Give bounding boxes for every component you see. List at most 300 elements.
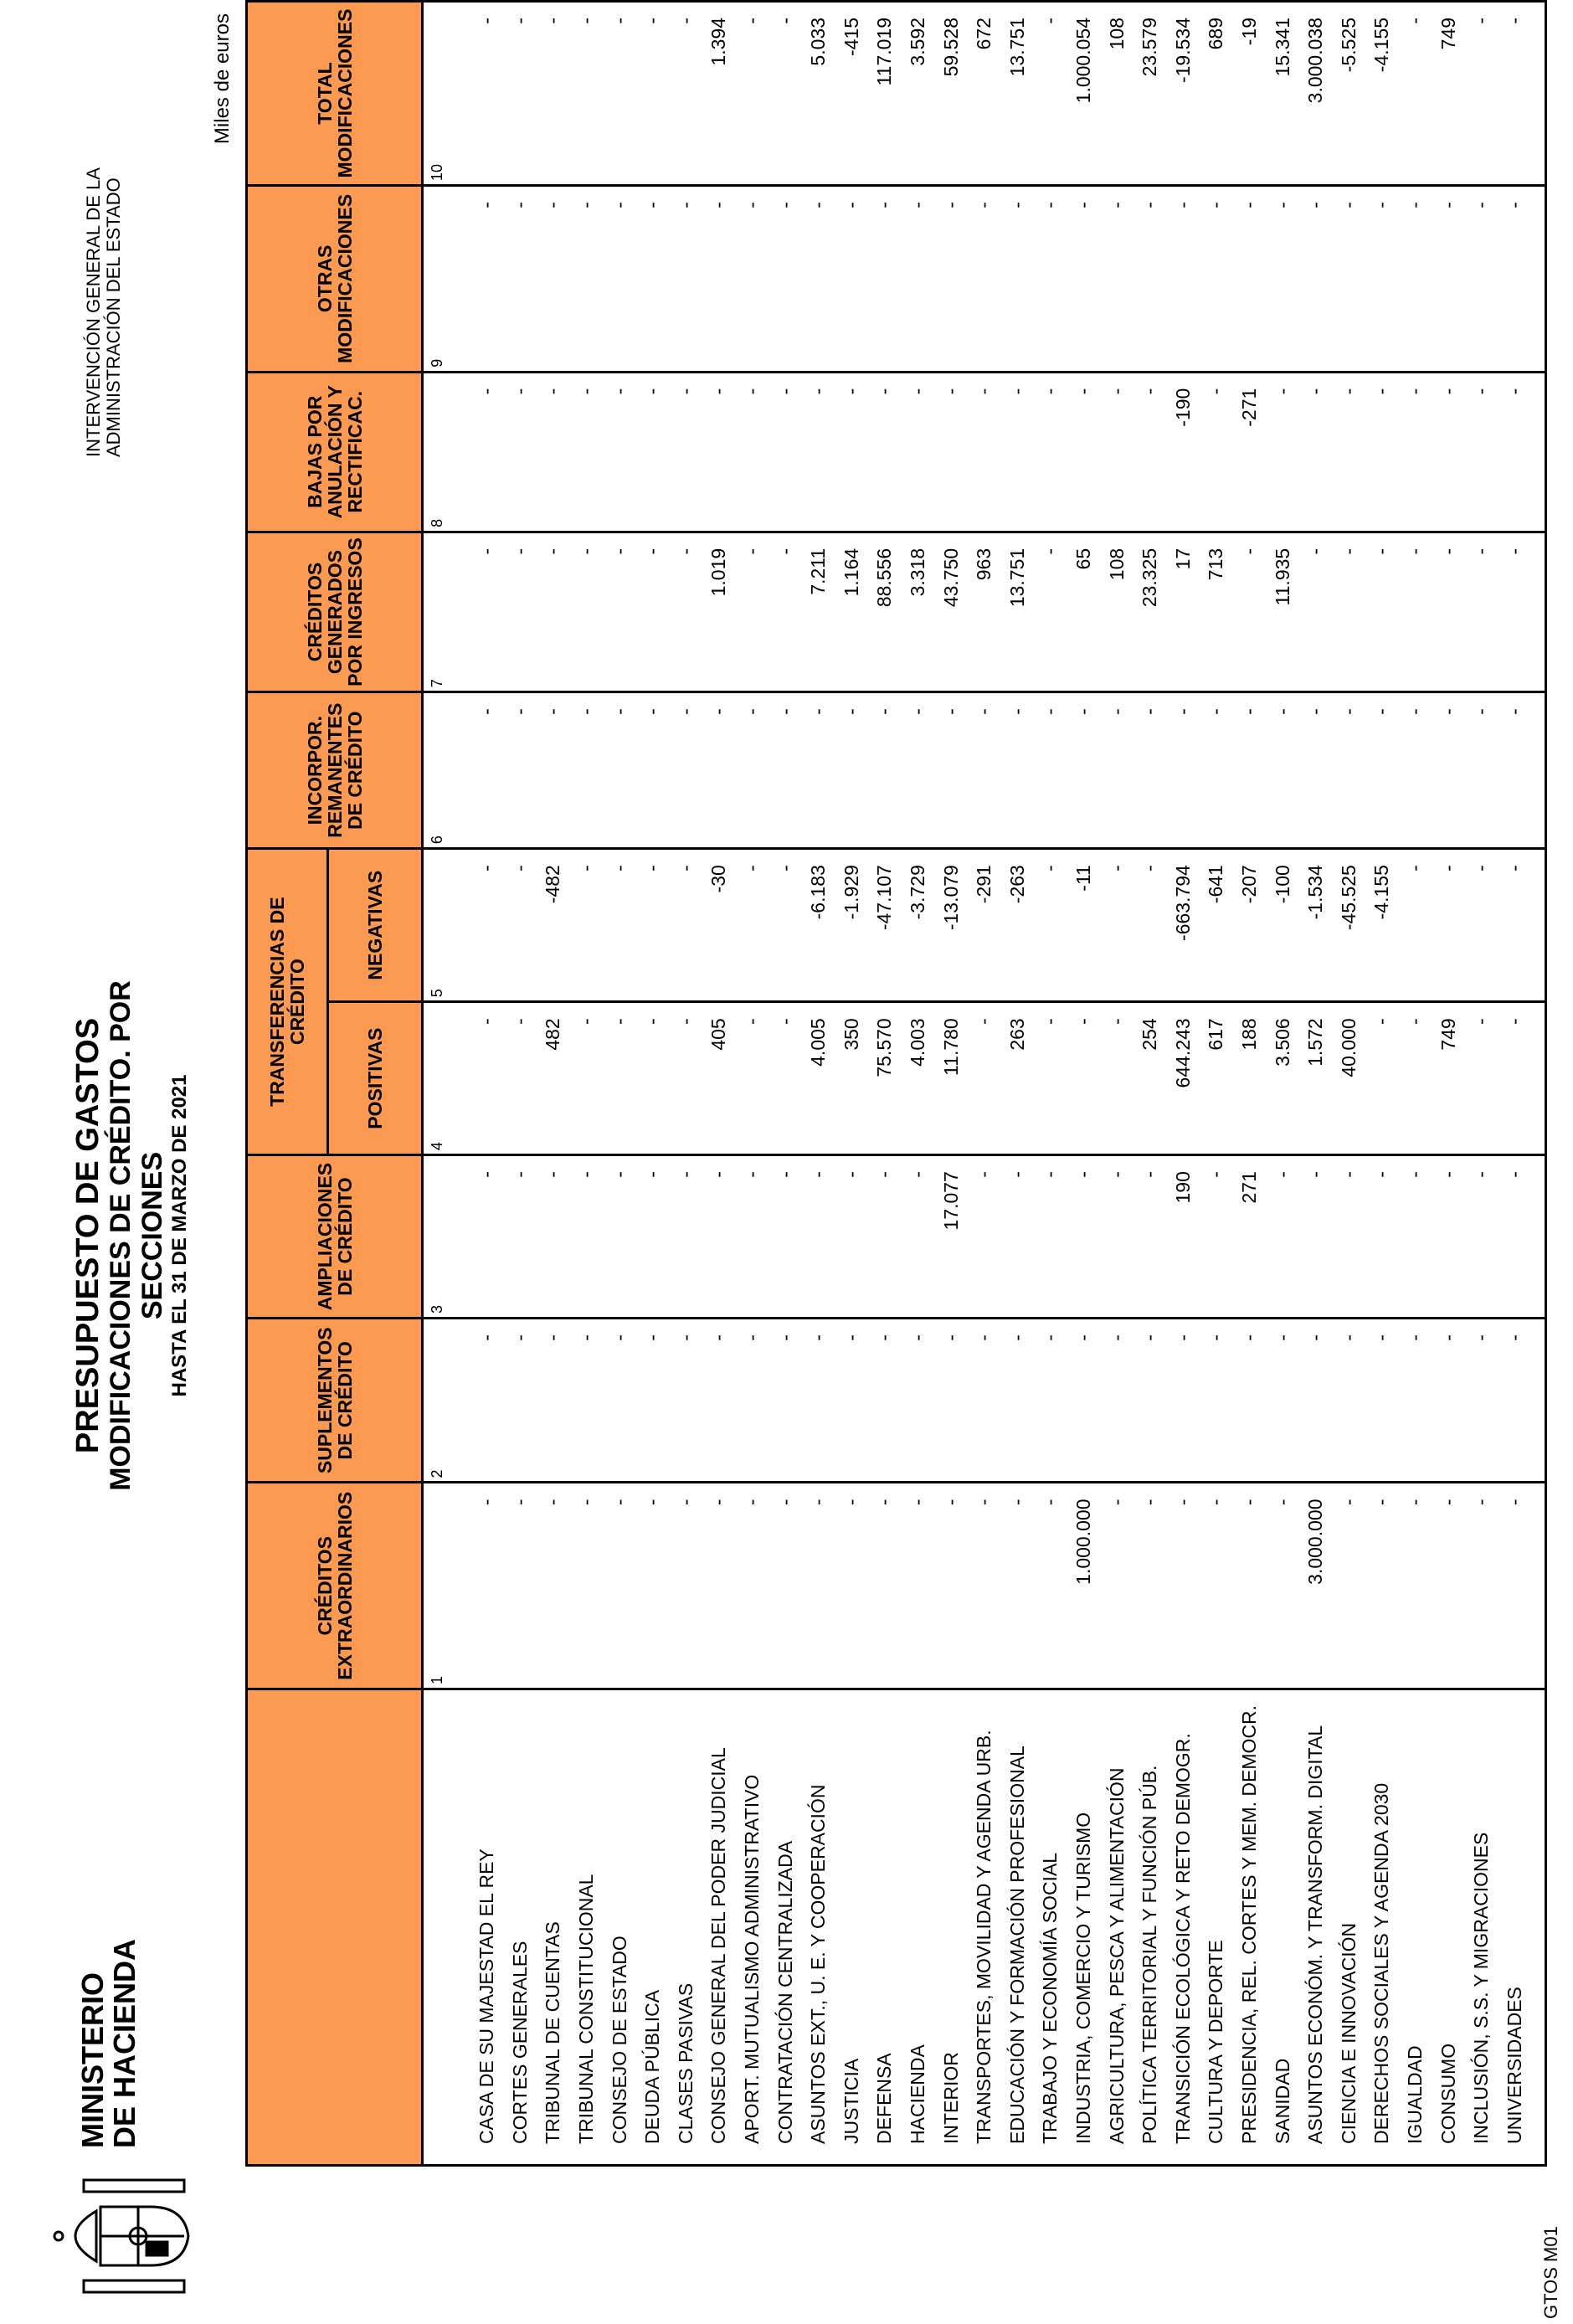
value-cell-col-5: -3.729 [902,849,935,1002]
value-cell-col-1: - [670,1483,703,1689]
value-cell-col-7: - [570,532,604,692]
value-cell-col-5: -11 [1067,849,1101,1002]
section-name: CONSEJO GENERAL DEL PODER JUDICIAL [702,1689,736,2166]
table-row [1034,2,1067,2166]
table-row [470,2,504,2166]
section-name: APORT. MUTUALISMO ADMINISTRATIVO [736,1689,769,2166]
section-name: INCLUSIÓN, S.S. Y MIGRACIONES [1465,1689,1498,2166]
value-cell-col-9: - [868,186,902,373]
value-cell-col-1: - [1332,1483,1365,1689]
value-cell-col-2: - [1498,1319,1531,1483]
value-cell-col-8: - [1200,372,1233,532]
value-cell-col-10: - [504,2,537,186]
value-cell-col-9: - [769,186,802,373]
value-cell-col-5: -663.794 [1166,849,1200,1002]
value-cell-col-6: - [934,692,968,849]
value-cell-col-7: - [769,532,802,692]
value-cell-col-2: - [636,1319,670,1483]
value-cell-col-3: - [868,1155,902,1319]
value-cell-col-4: 188 [1233,1002,1267,1155]
value-cell-col-5: - [1100,849,1133,1002]
header-bajas: BAJAS POR ANULACIÓN Y RECTIFICAC. [247,372,423,532]
value-cell-col-6: - [1365,692,1399,849]
value-cell-col-6: - [570,692,604,849]
value-cell-col-4: 254 [1133,1002,1167,1155]
value-cell-col-4: - [603,1002,636,1155]
value-cell-col-10: - [1498,2,1531,186]
table-row [670,2,703,2166]
value-cell-col-5: -291 [968,849,1001,1002]
column-number: 9 [423,186,471,373]
value-cell-col-1: - [537,1483,570,1689]
spacer-cell [1531,692,1546,849]
value-cell-col-10: - [670,2,703,186]
value-cell-col-3: - [1299,1155,1333,1319]
value-cell-col-10: - [603,2,636,186]
value-cell-col-5: -482 [537,849,570,1002]
value-cell-col-3: - [736,1155,769,1319]
value-cell-col-1: - [1365,1483,1399,1689]
section-name: CONSUMO [1432,1689,1465,2166]
spacer-cell [1531,1155,1546,1319]
value-cell-col-7: 17 [1166,532,1200,692]
value-cell-col-5: -13.079 [934,849,968,1002]
value-cell-col-6: - [1233,692,1267,849]
value-cell-col-7: - [1299,532,1333,692]
value-cell-col-2: - [868,1319,902,1483]
header-otras: OTRAS MODIFICACIONES [247,186,423,373]
value-cell-col-3: - [702,1155,736,1319]
value-cell-col-9: - [470,186,504,373]
table-row [802,2,835,2166]
value-cell-col-10: 5.033 [802,2,835,186]
value-cell-col-2: - [1200,1319,1233,1483]
value-cell-col-9: - [1133,186,1167,373]
report-period: HASTA EL 31 DE MARZO DE 2021 [168,1074,191,1397]
value-cell-col-10: 15.341 [1266,2,1299,186]
section-name: TRIBUNAL CONSTITUCIONAL [570,1689,604,2166]
value-cell-col-7: 65 [1067,532,1101,692]
section-name: DEFENSA [868,1689,902,2166]
value-cell-col-6: - [868,692,902,849]
section-name: JUSTICIA [835,1689,869,2166]
value-cell-col-3: - [769,1155,802,1319]
value-cell-col-4: - [1067,1002,1101,1155]
table-body [423,2,1546,2166]
value-cell-col-7: 23.325 [1133,532,1167,692]
header-ampliaciones: AMPLIACIONES DE CRÉDITO [247,1155,423,1319]
table-row [1067,2,1101,2166]
value-cell-col-3: - [537,1155,570,1319]
value-cell-col-7: - [1034,532,1067,692]
value-cell-col-10: 59.528 [934,2,968,186]
table-row [1100,2,1133,2166]
section-name: CULTURA Y DEPORTE [1200,1689,1233,2166]
coat-of-arms-logo [50,2173,193,2299]
value-cell-col-7: 713 [1200,532,1233,692]
value-cell-col-6: - [470,692,504,849]
table-row [570,2,604,2166]
section-name: SANIDAD [1266,1689,1299,2166]
value-cell-col-1: - [1100,1483,1133,1689]
value-cell-col-10: 3.000.038 [1299,2,1333,186]
value-cell-col-2: - [736,1319,769,1483]
header-incorporaciones: INCORPOR. REMANENTES DE CRÉDITO [247,692,423,849]
value-cell-col-2: - [537,1319,570,1483]
value-cell-col-10: -5.525 [1332,2,1365,186]
value-cell-col-9: - [1498,186,1531,373]
value-cell-col-6: - [769,692,802,849]
value-cell-col-3: - [1100,1155,1133,1319]
value-cell-col-7: - [736,532,769,692]
report-title: PRESUPUESTO DE GASTOS [70,1017,105,1454]
value-cell-col-4: 482 [537,1002,570,1155]
column-number: 10 [423,2,471,186]
table-row [1266,2,1299,2166]
value-cell-col-4: - [1365,1002,1399,1155]
value-cell-col-2: - [1067,1319,1101,1483]
value-cell-col-9: - [504,186,537,373]
value-cell-col-9: - [1299,186,1333,373]
value-cell-col-7: 7.211 [802,532,835,692]
table-row [902,2,935,2166]
value-cell-col-7: 43.750 [934,532,968,692]
value-cell-col-6: - [802,692,835,849]
value-cell-col-4: - [1399,1002,1432,1155]
ministry-line-1: MINISTERIO [75,1972,110,2148]
value-cell-col-2: - [1166,1319,1200,1483]
table-row [1299,2,1333,2166]
header-creditos-extraordinarios: CRÉDITOS EXTRAORDINARIOS [247,1483,423,1689]
value-cell-col-5: - [504,849,537,1002]
value-cell-col-4: 40.000 [1332,1002,1365,1155]
value-cell-col-8: - [968,372,1001,532]
value-cell-col-9: - [968,186,1001,373]
value-cell-col-9: - [1067,186,1101,373]
value-cell-col-10: 749 [1432,2,1465,186]
value-cell-col-5: - [769,849,802,1002]
section-name: AGRICULTURA, PESCA Y ALIMENTACIÓN [1100,1689,1133,2166]
value-cell-col-10: 3.592 [902,2,935,186]
value-cell-col-5: -207 [1233,849,1267,1002]
value-cell-col-3: - [802,1155,835,1319]
value-cell-col-10: - [1399,2,1432,186]
value-cell-col-6: - [702,692,736,849]
value-cell-col-4: - [636,1002,670,1155]
table-row [968,2,1001,2166]
value-cell-col-1: - [1001,1483,1035,1689]
value-cell-col-7: - [636,532,670,692]
section-name: DERECHOS SOCIALES Y AGENDA 2030 [1365,1689,1399,2166]
value-cell-col-8: - [470,372,504,532]
value-cell-col-2: - [1100,1319,1133,1483]
table-row [769,2,802,2166]
value-cell-col-4: 75.570 [868,1002,902,1155]
value-cell-col-4: 617 [1200,1002,1233,1155]
table-row [603,2,636,2166]
igae-line-2: ADMINISTRACIÓN DEL ESTADO [103,177,124,457]
table-row [736,2,769,2166]
value-cell-col-4: - [570,1002,604,1155]
table-row [1498,2,1531,2166]
section-name: POLÍTICA TERRITORIAL Y FUNCIÓN PÚB. [1133,1689,1167,2166]
value-cell-col-2: - [1233,1319,1267,1483]
value-cell-col-2: - [670,1319,703,1483]
value-cell-col-8: - [1133,372,1167,532]
value-cell-col-9: - [1034,186,1067,373]
value-cell-col-10: 23.579 [1133,2,1167,186]
section-name: DEUDA PÚBLICA [636,1689,670,2166]
value-cell-col-5: -45.525 [1332,849,1365,1002]
value-cell-col-3: - [1498,1155,1531,1319]
value-cell-col-8: - [1034,372,1067,532]
spacer-cell [1531,532,1546,692]
value-cell-col-10: - [636,2,670,186]
value-cell-col-6: - [636,692,670,849]
value-cell-col-9: - [603,186,636,373]
value-cell-col-10: - [769,2,802,186]
column-number: 4 [423,1002,471,1155]
value-cell-col-7: - [1233,532,1267,692]
column-number: 5 [423,849,471,1002]
value-cell-col-6: - [1432,692,1465,849]
section-name: INDUSTRIA, COMERCIO Y TURISMO [1067,1689,1101,2166]
value-cell-col-8: - [1332,372,1365,532]
value-cell-col-7: - [504,532,537,692]
value-cell-col-2: - [1266,1319,1299,1483]
value-cell-col-2: - [769,1319,802,1483]
table-row [1332,2,1365,2166]
value-cell-col-2: - [1432,1319,1465,1483]
value-cell-col-1: - [736,1483,769,1689]
section-name: EDUCACIÓN Y FORMACIÓN PROFESIONAL [1001,1689,1035,2166]
section-name: UNIVERSIDADES [1498,1689,1531,2166]
value-cell-col-10: 672 [968,2,1001,186]
value-cell-col-8: -190 [1166,372,1200,532]
section-name: HACIENDA [902,1689,935,2166]
value-cell-col-9: - [537,186,570,373]
value-cell-col-3: - [1399,1155,1432,1319]
table-row [1432,2,1465,2166]
value-cell-col-1: - [1200,1483,1233,1689]
value-cell-col-10: -19.534 [1166,2,1200,186]
value-cell-col-1: - [835,1483,869,1689]
table-row [835,2,869,2166]
value-cell-col-8: - [636,372,670,532]
value-cell-col-2: - [603,1319,636,1483]
value-cell-col-1: 1.000.000 [1067,1483,1101,1689]
value-cell-col-7: - [1332,532,1365,692]
value-cell-col-9: - [934,186,968,373]
value-cell-col-7: - [1498,532,1531,692]
value-cell-col-8: - [702,372,736,532]
value-cell-col-9: - [736,186,769,373]
value-cell-col-4: - [1100,1002,1133,1155]
value-cell-col-8: - [1299,372,1333,532]
value-cell-col-9: - [570,186,604,373]
column-number-row [423,2,471,2166]
header-positivas: POSITIVAS [328,1002,423,1155]
column-number: 1 [423,1483,471,1689]
value-cell-col-7: - [1465,532,1498,692]
table-row [537,2,570,2166]
value-cell-col-3: - [570,1155,604,1319]
value-cell-col-8: - [802,372,835,532]
value-cell-col-4: - [1498,1002,1531,1155]
value-cell-col-10: 108 [1100,2,1133,186]
value-cell-col-1: - [1432,1483,1465,1689]
value-cell-col-5: - [736,849,769,1002]
value-cell-col-4: - [670,1002,703,1155]
table-row [1001,2,1035,2166]
value-cell-col-1: - [504,1483,537,1689]
value-cell-col-10: 689 [1200,2,1233,186]
value-cell-col-7: - [670,532,703,692]
value-cell-col-2: - [702,1319,736,1483]
header-total: TOTAL MODIFICACIONES [247,2,423,186]
value-cell-col-7: 1.164 [835,532,869,692]
value-cell-col-5: -263 [1001,849,1035,1002]
value-cell-col-8: - [1067,372,1101,532]
value-cell-col-6: - [1299,692,1333,849]
value-cell-col-5: - [1498,849,1531,1002]
value-cell-col-9: - [1432,186,1465,373]
table-row [702,2,736,2166]
table-row [1133,2,1167,2166]
value-cell-col-4: 405 [702,1002,736,1155]
value-cell-col-10: -19 [1233,2,1267,186]
value-cell-col-9: - [670,186,703,373]
header-suplementos: SUPLEMENTOS DE CRÉDITO [247,1319,423,1483]
value-cell-col-8: - [736,372,769,532]
header-generados: CRÉDITOS GENERADOS POR INGRESOS [247,532,423,692]
value-cell-col-2: - [1133,1319,1167,1483]
header-negativas: NEGATIVAS [328,849,423,1002]
section-name: CIENCIA E INNOVACIÓN [1332,1689,1365,2166]
value-cell-col-8: - [570,372,604,532]
value-cell-col-1: - [1465,1483,1498,1689]
value-cell-col-10: -415 [835,2,869,186]
value-cell-col-9: - [1465,186,1498,373]
value-cell-col-3: - [1133,1155,1167,1319]
value-cell-col-4: 3.506 [1266,1002,1299,1155]
value-cell-col-1: - [470,1483,504,1689]
value-cell-col-8: - [868,372,902,532]
value-cell-col-10: 1.394 [702,2,736,186]
value-cell-col-1: - [1233,1483,1267,1689]
value-cell-col-3: 190 [1166,1155,1200,1319]
value-cell-col-7: 88.556 [868,532,902,692]
value-cell-col-3: - [670,1155,703,1319]
value-cell-col-2: - [570,1319,604,1483]
value-cell-col-3: - [1001,1155,1035,1319]
value-cell-col-4: 11.780 [934,1002,968,1155]
section-name: CASA DE SU MAJESTAD EL REY [470,1689,504,2166]
value-cell-col-8: - [670,372,703,532]
value-cell-col-6: - [504,692,537,849]
column-number: 7 [423,532,471,692]
value-cell-col-4: 263 [1001,1002,1035,1155]
value-cell-col-2: - [1001,1319,1035,1483]
value-cell-col-4: - [736,1002,769,1155]
value-cell-col-6: - [1100,692,1133,849]
value-cell-col-4: 350 [835,1002,869,1155]
value-cell-col-1: - [636,1483,670,1689]
value-cell-col-10: 13.751 [1001,2,1035,186]
value-cell-col-8: - [1001,372,1035,532]
value-cell-col-2: - [835,1319,869,1483]
report-titles [71,901,192,1571]
value-cell-col-8: - [504,372,537,532]
value-cell-col-5: -1.929 [835,849,869,1002]
value-cell-col-9: - [1399,186,1432,373]
value-cell-col-5: - [1133,849,1167,1002]
value-cell-col-8: - [1432,372,1465,532]
value-cell-col-5: - [1034,849,1067,1002]
value-cell-col-5: -30 [702,849,736,1002]
value-cell-col-6: - [537,692,570,849]
value-cell-col-5: -641 [1200,849,1233,1002]
value-cell-col-4: 4.005 [802,1002,835,1155]
value-cell-col-2: - [1332,1319,1365,1483]
value-cell-col-1: - [603,1483,636,1689]
value-cell-col-8: - [769,372,802,532]
spacer-cell [1531,372,1546,532]
ministry-name [77,1939,141,2148]
value-cell-col-9: - [1001,186,1035,373]
value-cell-col-8: - [1365,372,1399,532]
value-cell-col-6: - [1266,692,1299,849]
igae-label [84,167,124,457]
value-cell-col-9: - [1332,186,1365,373]
value-cell-col-2: - [1465,1319,1498,1483]
value-cell-col-7: - [1399,532,1432,692]
value-cell-col-3: - [636,1155,670,1319]
column-number: 3 [423,1155,471,1319]
value-cell-col-4: 749 [1432,1002,1465,1155]
value-cell-col-7: - [603,532,636,692]
spacer-cell [1531,1483,1546,1689]
value-cell-col-1: - [902,1483,935,1689]
value-cell-col-6: - [1166,692,1200,849]
table-row [1200,2,1233,2166]
value-cell-col-6: - [1200,692,1233,849]
value-cell-col-5: - [1432,849,1465,1002]
value-cell-col-10: 117.019 [868,2,902,186]
value-cell-col-6: - [736,692,769,849]
value-cell-col-7: - [1432,532,1465,692]
igae-line-1: INTERVENCIÓN GENERAL DE LA [83,167,104,457]
value-cell-col-10: - [537,2,570,186]
value-cell-col-3: - [968,1155,1001,1319]
value-cell-col-1: - [1399,1483,1432,1689]
value-cell-col-10: -4.155 [1365,2,1399,186]
report-subtitle: MODIFICACIONES DE CRÉDITO. POR SECCIONES [105,980,168,1491]
value-cell-col-9: - [802,186,835,373]
value-cell-col-1: - [968,1483,1001,1689]
value-cell-col-4: - [1465,1002,1498,1155]
table-row [636,2,670,2166]
value-cell-col-1: - [769,1483,802,1689]
value-cell-col-5: -1.534 [1299,849,1333,1002]
section-name: ASUNTOS EXT., U. E. Y COOPERACIÓN [802,1689,835,2166]
value-cell-col-7: 11.935 [1266,532,1299,692]
value-cell-col-6: - [1498,692,1531,849]
value-cell-col-8: - [1465,372,1498,532]
value-cell-col-2: - [1365,1319,1399,1483]
table-row [1399,2,1432,2166]
value-cell-col-7: 963 [968,532,1001,692]
